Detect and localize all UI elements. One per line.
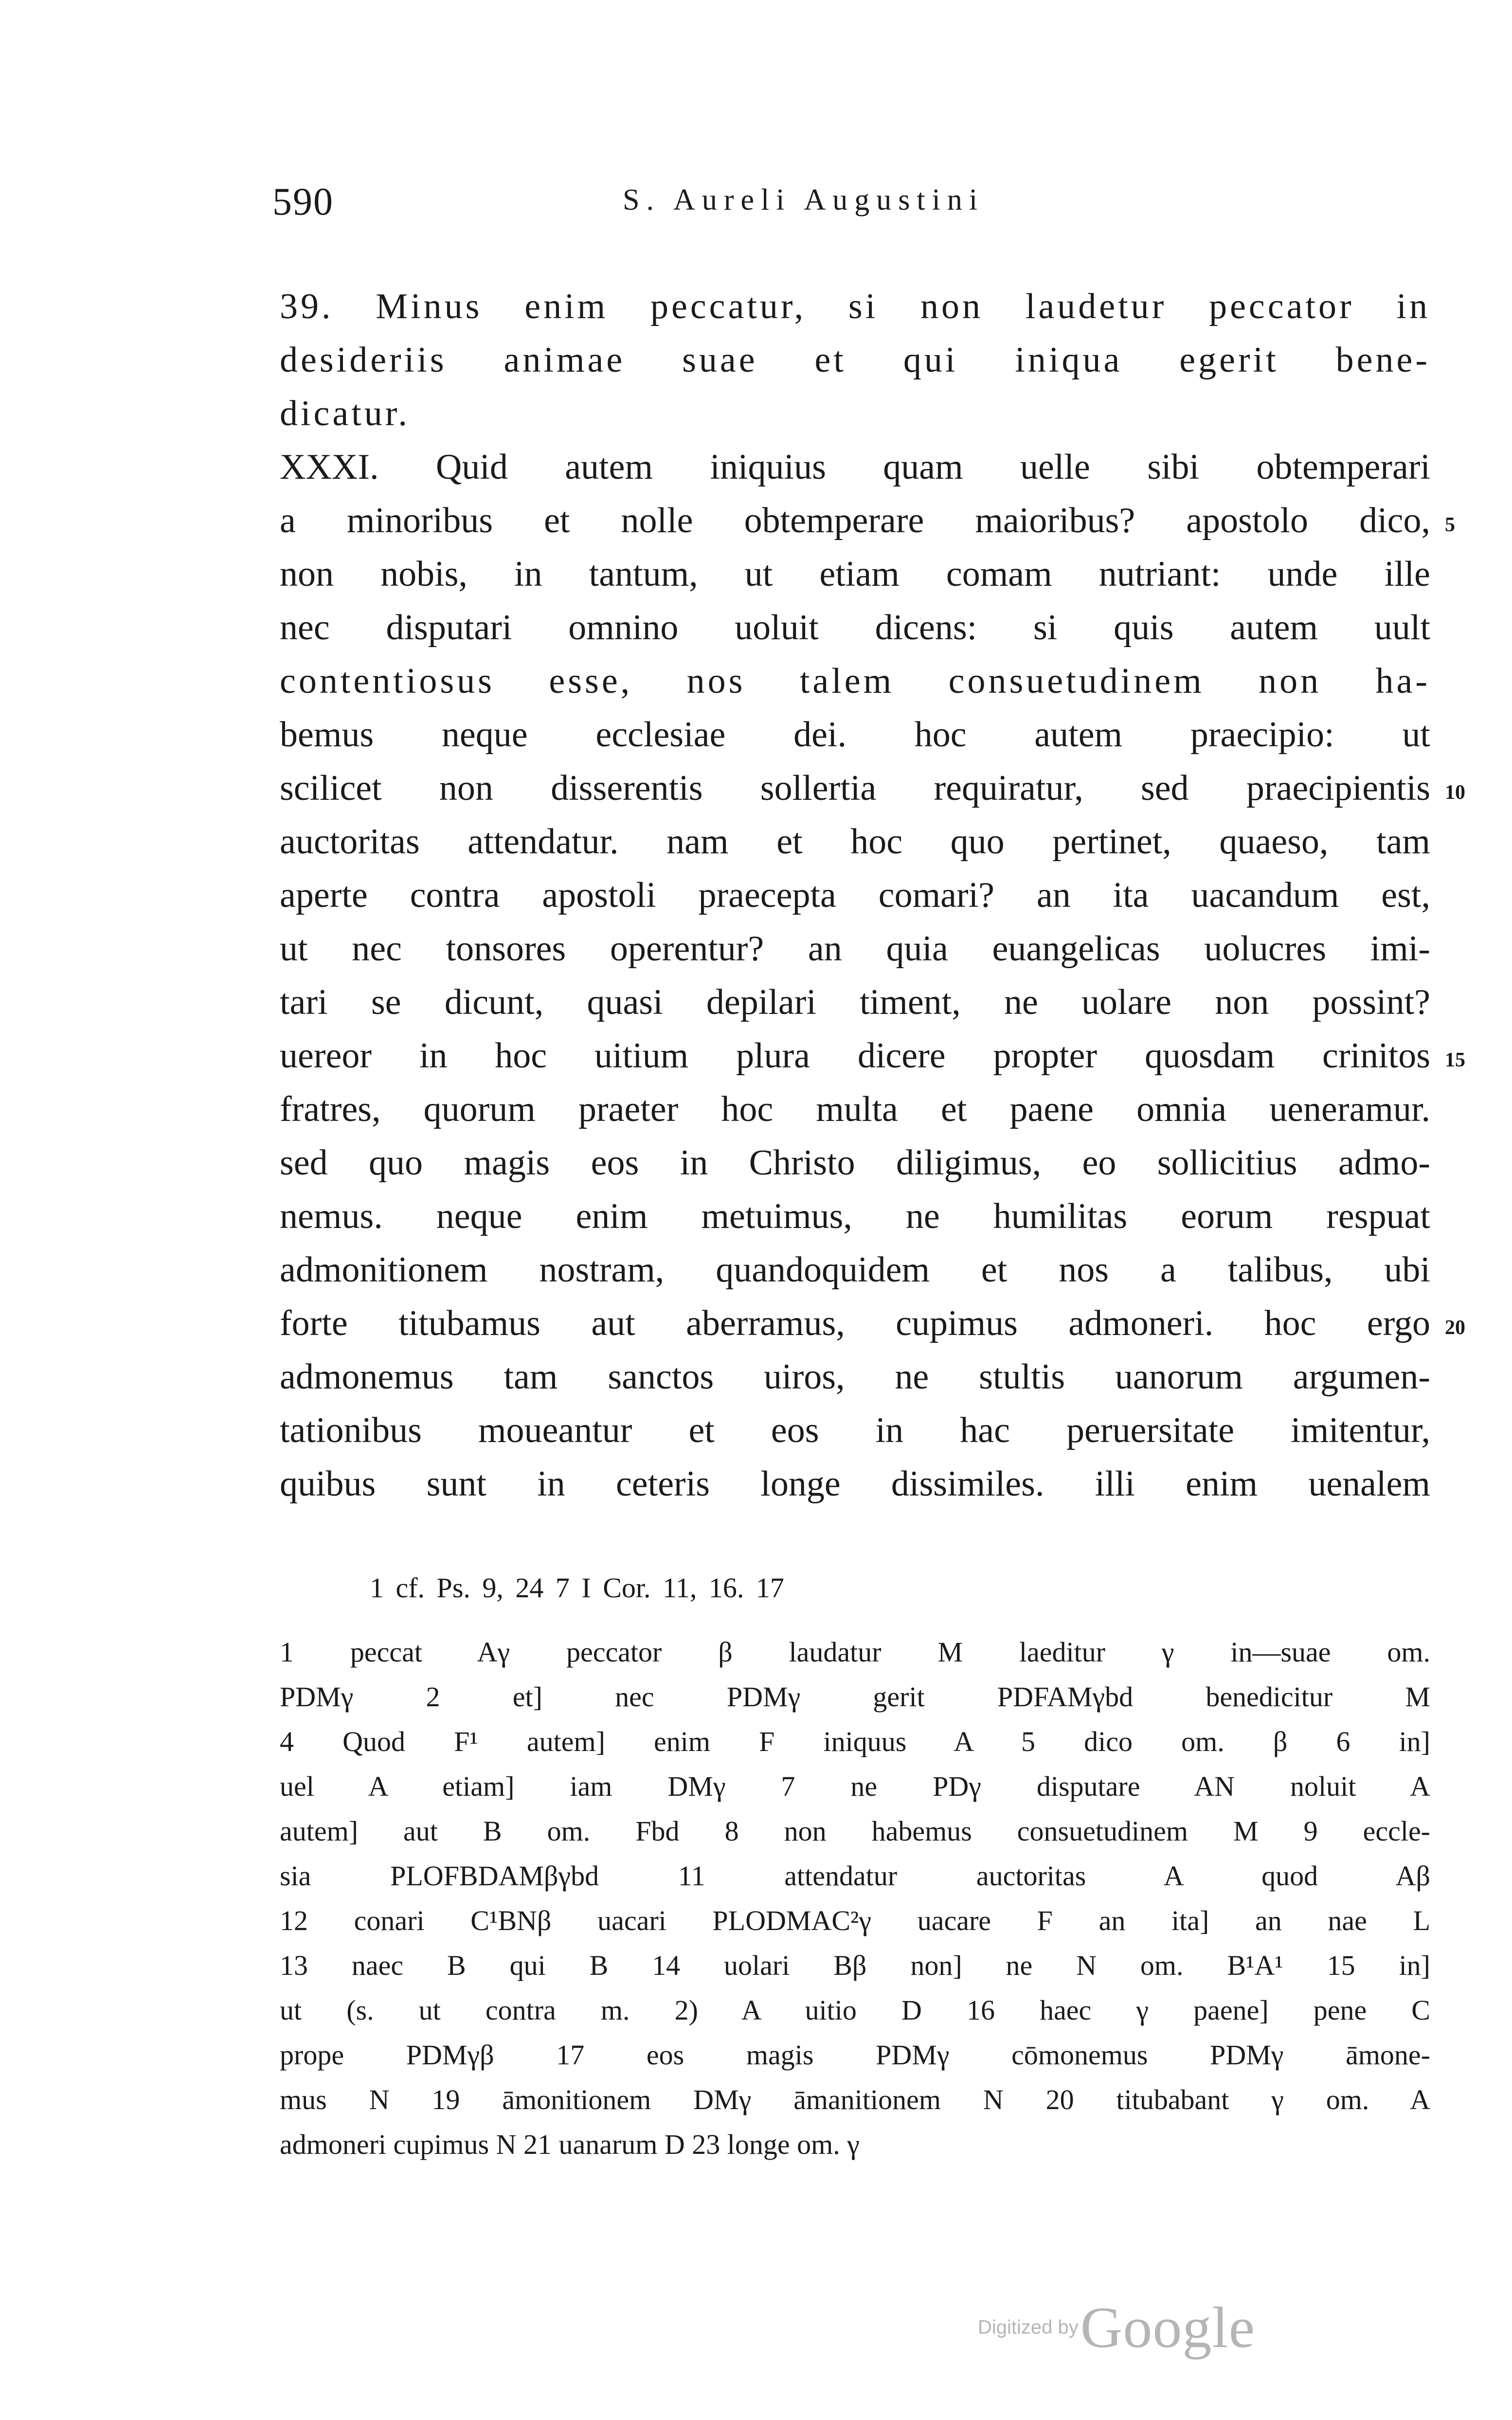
watermark-text: Digitized by xyxy=(978,2316,1079,2338)
apparatus-line: uel A etiam] iam DMγ 7 ne PDγ disputare AN noluit A xyxy=(280,1770,1430,1802)
text-line: quibus sunt in ceteris longe dissimiles. illi enim uenalem xyxy=(280,1464,1430,1504)
text-line: nemus. neque enim metuimus, ne humilitas eorum respuat xyxy=(280,1196,1430,1236)
text-line: contentiosus esse, nos talem consuetudinem non ha- xyxy=(280,661,1430,701)
text-line: bemus neque ecclesiae dei. hoc autem praecipio: ut xyxy=(280,715,1430,755)
text-line: ut nec tonsores operentur? an quia euangelicas uolucres imi- xyxy=(280,929,1430,969)
text-line: tari se dicunt, quasi depilari timent, ne uolare non possint? xyxy=(280,982,1430,1022)
text-line: a minoribus et nolle obtemperare maioribus? apostolo dico, xyxy=(280,501,1430,541)
text-line: auctoritas attendatur. nam et hoc quo pertinet, quaeso, tam xyxy=(280,822,1430,862)
text-line: admonemus tam sanctos uiros, ne stultis uanorum argumen- xyxy=(280,1357,1430,1397)
running-head: S. Aureli Augustini xyxy=(623,183,985,217)
google-watermark xyxy=(978,2294,1255,2361)
apparatus-line: prope PDMγβ 17 eos magis PDMγ cōmonemus PDMγ āmone- xyxy=(280,2039,1430,2071)
line-number: 15 xyxy=(1445,1049,1465,1071)
text-line: nec disputari omnino uoluit dicens: si quis autem uult xyxy=(280,608,1430,648)
apparatus-line: mus N 19 āmonitionem DMγ āmanitionem N 20 titubabant γ om. A xyxy=(280,2084,1430,2115)
page-number: 590 xyxy=(272,181,334,223)
apparatus-line: admoneri cupimus N 21 uanarum D 23 longe om. γ xyxy=(280,2129,860,2160)
apparatus-line: sia PLOFBDAMβγbd 11 attendatur auctoritas A quod Aβ xyxy=(280,1860,1430,1892)
apparatus-line: 1 peccat Aγ peccator β laudatur M laeditur γ in—suae om. xyxy=(280,1636,1430,1668)
text-line: aperte contra apostoli praecepta comari? an ita uacandum est, xyxy=(280,875,1430,915)
page-header xyxy=(272,180,1430,234)
apparatus-line: PDMγ 2 et] nec PDMγ gerit PDFAMγbd benedicitur M xyxy=(280,1681,1430,1713)
text-line: uereor in hoc uitium plura dicere propter quosdam crinitos xyxy=(280,1036,1430,1076)
text-line: non nobis, in tantum, ut etiam comam nutriant: unde ille xyxy=(280,554,1430,594)
text-line: fratres, quorum praeter hoc multa et paene omnia ueneramur. xyxy=(280,1089,1430,1129)
google-logo: Google xyxy=(1080,2295,1256,2360)
critical-apparatus xyxy=(280,1630,1430,2167)
apparatus-line: 13 naec B qui B 14 uolari Bβ non] ne N om. B¹A¹ 15 in] xyxy=(280,1950,1430,1981)
text-line: XXXI. Quid autem iniquius quam uelle sibi obtemperari xyxy=(280,447,1430,487)
text-line: forte titubamus aut aberramus, cupimus admoneri. hoc ergo xyxy=(280,1303,1430,1343)
main-text xyxy=(280,280,1430,1511)
apparatus-line: 4 Quod F¹ autem] enim F iniquus A 5 dico om. β 6 in] xyxy=(280,1726,1430,1757)
line-number: 20 xyxy=(1445,1317,1465,1339)
line-number: 5 xyxy=(1445,514,1455,536)
text-line: admonitionem nostram, quandoquidem et nos a talibus, ubi xyxy=(280,1250,1430,1290)
text-line: dicatur. xyxy=(280,394,410,433)
text-line: 39. Minus enim peccatur, si non laudetur peccator in xyxy=(280,287,1430,326)
apparatus-line: autem] aut B om. Fbd 8 non habemus consuetudinem M 9 eccle- xyxy=(280,1815,1430,1847)
source-citations: 1 cf. Ps. 9, 24 7 I Cor. 11, 16. 17 xyxy=(370,1572,784,1604)
apparatus-line: 12 conari C¹BNβ uacari PLODMAC²γ uacare F an ita] an nae L xyxy=(280,1905,1430,1936)
apparatus-line: ut (s. ut contra m. 2) A uitio D 16 haec γ paene] pene C xyxy=(280,1994,1430,2026)
text-line: tationibus moueantur et eos in hac peruersitate imitentur, xyxy=(280,1410,1430,1450)
line-number: 10 xyxy=(1445,781,1465,804)
text-line: sed quo magis eos in Christo diligimus, eo sollicitius admo- xyxy=(280,1143,1430,1183)
text-line: scilicet non disserentis sollertia requiratur, sed praecipientis xyxy=(280,768,1430,808)
text-line: desideriis animae suae et qui iniqua egerit bene- xyxy=(280,340,1430,380)
